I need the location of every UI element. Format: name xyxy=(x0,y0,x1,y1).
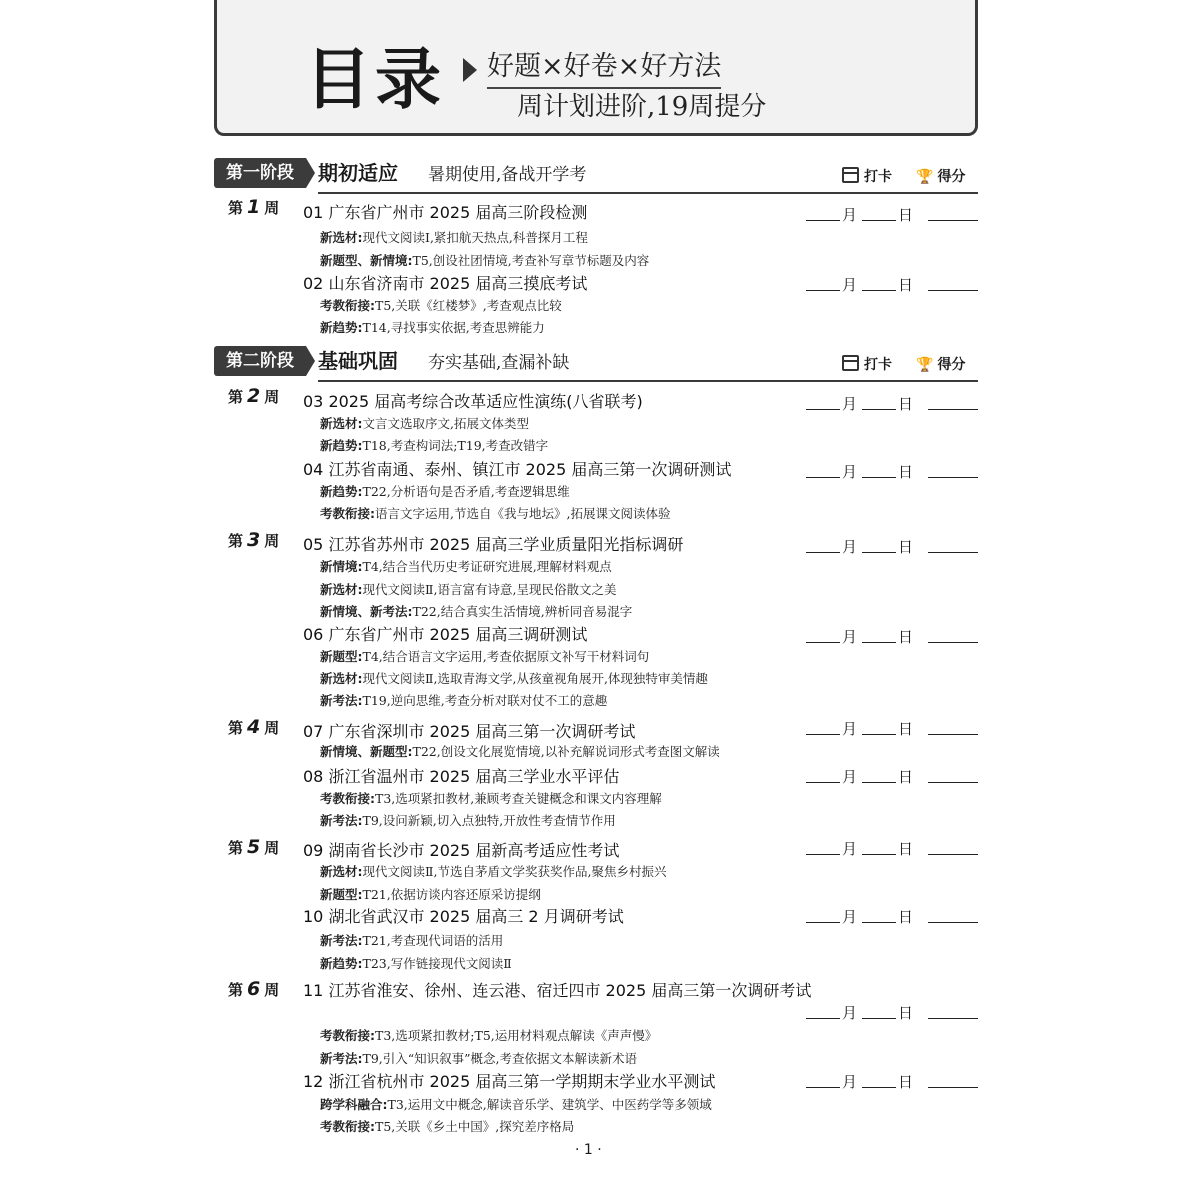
header-banner xyxy=(214,0,978,136)
date-field[interactable]: 月 日 xyxy=(806,626,978,646)
arrow-icon xyxy=(463,58,477,82)
week-label: 第 2 周 xyxy=(228,385,280,407)
exam-title[interactable]: 06 广东省广州市 2025 届高三调研测试 xyxy=(303,625,588,644)
exam-title[interactable]: 12 浙江省杭州市 2025 届高三第一学期期末学业水平测试 xyxy=(303,1072,716,1091)
exam-note: 考教衔接:T3,选项紧扣教材,兼顾考查关键概念和课文内容理解 xyxy=(320,791,662,806)
exam-note: 新趋势:T22,分析语句是否矛盾,考查逻辑思维 xyxy=(320,484,570,499)
exam-title[interactable]: 01 广东省广州市 2025 届高三阶段检测 xyxy=(303,203,588,222)
score-column-label: 🏆 得分 xyxy=(916,357,966,373)
stage-header-2 xyxy=(214,346,978,380)
date-field[interactable]: 月 日 xyxy=(806,1002,978,1022)
calendar-icon xyxy=(842,167,859,183)
exam-title[interactable]: 05 江苏省苏州市 2025 届高三学业质量阳光指标调研 xyxy=(303,535,684,554)
exam-title[interactable]: 07 广东省深圳市 2025 届高三第一次调研考试 xyxy=(303,722,636,741)
exam-title[interactable]: 08 浙江省温州市 2025 届高三学业水平评估 xyxy=(303,767,620,786)
tagline-primary: 好题×好卷×好方法 xyxy=(487,44,721,89)
exam-note: 新趋势:T23,写作链接现代文阅读Ⅱ xyxy=(320,956,512,971)
exam-note: 考教衔接:语言文字运用,节选自《我与地坛》,拓展课文阅读体验 xyxy=(320,506,671,521)
date-field[interactable]: 月 日 xyxy=(806,204,978,224)
exam-note: 考教衔接:T5,关联《乡土中国》,探究差序格局 xyxy=(320,1119,575,1134)
week-label: 第 6 周 xyxy=(228,978,280,1000)
exam-note: 新考法:T21,考查现代词语的活用 xyxy=(320,933,504,948)
calendar-icon xyxy=(842,355,859,371)
week-label: 第 5 周 xyxy=(228,836,280,858)
exam-note: 新趋势:T18,考查构词法;T19,考查改错字 xyxy=(320,438,549,453)
date-field[interactable]: 月 日 xyxy=(806,838,978,858)
exam-note: 新考法:T19,逆向思维,考查分析对联对仗不工的意趣 xyxy=(320,693,608,708)
stage-badge: 第一阶段 xyxy=(214,158,306,188)
exam-note: 新选材:现代文阅读Ⅱ,节选自茅盾文学奖获奖作品,聚焦乡村振兴 xyxy=(320,864,667,879)
week-label: 第 3 周 xyxy=(228,529,280,551)
score-column-label: 🏆 得分 xyxy=(916,169,966,185)
stage-name: 基础巩固 xyxy=(318,349,398,373)
date-field[interactable]: 月 日 xyxy=(806,461,978,481)
exam-note: 跨学科融合:T3,运用文中概念,解读音乐学、建筑学、中医药学等多领域 xyxy=(320,1097,712,1112)
exam-note: 新选材:现代文阅读Ⅱ,选取青海文学,从孩童视角展开,体现独特审美情趣 xyxy=(320,671,708,686)
checkin-column-label: 打卡 xyxy=(842,354,892,374)
page-number: · 1 · xyxy=(575,1142,602,1158)
exam-note: 新考法:T9,引入“知识叙事”概念,考查依据文本解读新术语 xyxy=(320,1051,638,1066)
exam-note: 新题型:T4,结合语言文字运用,考查依据原文补写干材料词句 xyxy=(320,649,650,664)
exam-title[interactable]: 04 江苏省南通、泰州、镇江市 2025 届高三第一次调研测试 xyxy=(303,460,732,479)
date-field[interactable]: 月 日 xyxy=(806,393,978,413)
stage-name: 期初适应 xyxy=(318,161,398,185)
date-field[interactable]: 月 日 xyxy=(806,274,978,294)
exam-note: 新趋势:T14,寻找事实依据,考查思辨能力 xyxy=(320,320,545,335)
exam-note: 新情境:T4,结合当代历史考证研究进展,理解材料观点 xyxy=(320,559,612,574)
exam-title[interactable]: 10 湖北省武汉市 2025 届高三 2 月调研考试 xyxy=(303,907,624,926)
date-field[interactable]: 月 日 xyxy=(806,1071,978,1091)
week-label: 第 4 周 xyxy=(228,716,280,738)
week-label: 第 1 周 xyxy=(228,196,280,218)
exam-note: 新题型:T21,依据访谈内容还原采访提纲 xyxy=(320,887,541,902)
exam-note: 新选材:现代文阅读Ⅱ,语言富有诗意,呈现民俗散文之美 xyxy=(320,582,617,597)
exam-title[interactable]: 11 江苏省淮安、徐州、连云港、宿迁四市 2025 届高三第一次调研考试 xyxy=(303,981,812,1000)
exam-note: 新题型、新情境:T5,创设社团情境,考查补写章节标题及内容 xyxy=(320,253,650,268)
date-field[interactable]: 月 日 xyxy=(806,536,978,556)
exam-note: 考教衔接:T5,关联《红楼梦》,考查观点比较 xyxy=(320,298,562,313)
exam-note: 新情境、新题型:T22,创设文化展览情境,以补充解说词形式考查图文解读 xyxy=(320,744,720,759)
stage-header-1 xyxy=(214,158,978,192)
date-field[interactable]: 月 日 xyxy=(806,718,978,738)
exam-title[interactable]: 02 山东省济南市 2025 届高三摸底考试 xyxy=(303,274,588,293)
date-field[interactable]: 月 日 xyxy=(806,766,978,786)
checkin-column-label: 打卡 xyxy=(842,166,892,186)
divider xyxy=(318,192,978,194)
tagline-secondary: 周计划进阶,19周提分 xyxy=(517,92,767,122)
stage-badge: 第二阶段 xyxy=(214,346,306,376)
exam-note: 新选材:现代文阅读Ⅰ,紧扣航天热点,科普探月工程 xyxy=(320,230,588,245)
divider xyxy=(318,380,978,382)
page-title: 目录 xyxy=(305,41,445,118)
date-field[interactable]: 月 日 xyxy=(806,906,978,926)
exam-note: 考教衔接:T3,选项紧扣教材;T5,运用材料观点解读《声声慢》 xyxy=(320,1028,658,1043)
exam-note: 新情境、新考法:T22,结合真实生活情境,辨析同音易混字 xyxy=(320,604,633,619)
exam-note: 新选材:文言文选取序文,拓展文体类型 xyxy=(320,416,529,431)
exam-note: 新考法:T9,设问新颖,切入点独特,开放性考查情节作用 xyxy=(320,813,616,828)
exam-title[interactable]: 03 2025 届高考综合改革适应性演练(八省联考) xyxy=(303,392,643,411)
trophy-icon: 🏆 xyxy=(916,169,934,185)
exam-title[interactable]: 09 湖南省长沙市 2025 届新高考适应性考试 xyxy=(303,841,620,860)
stage-subtitle: 暑期使用,备战开学考 xyxy=(428,165,587,185)
trophy-icon: 🏆 xyxy=(916,357,934,373)
stage-subtitle: 夯实基础,查漏补缺 xyxy=(428,353,570,373)
